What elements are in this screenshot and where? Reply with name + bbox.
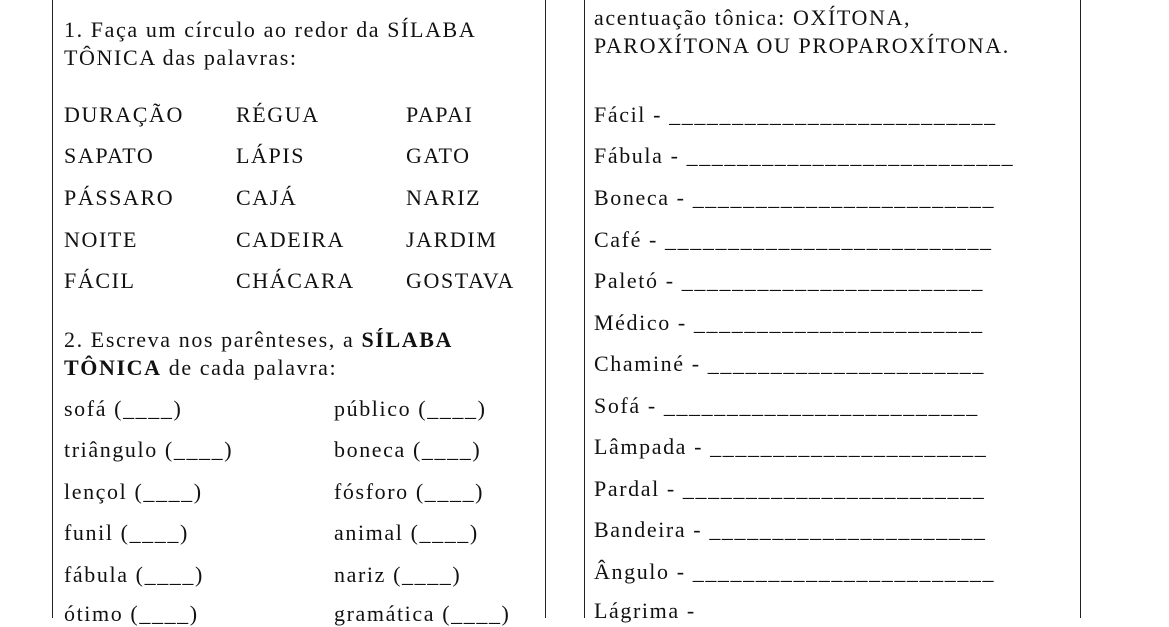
word[interactable]: LÁPIS [236,143,306,168]
classify-item[interactable]: Médico - _______________________ [594,310,984,335]
word-blank[interactable]: fábula (____) [64,562,204,587]
question-2-prefix: 2. Escreva nos parênteses, a [64,327,362,352]
classify-item[interactable]: Café - __________________________ [594,227,993,252]
classify-item[interactable]: Lâmpada - ______________________ [594,434,988,459]
word-blank[interactable]: animal (____) [334,520,479,545]
word[interactable]: PÁSSARO [64,185,175,210]
word-blank[interactable]: fósforo (____) [334,479,485,504]
word[interactable]: CHÁCARA [236,268,355,293]
instruction-line-2: PAROXÍTONA OU PROPAROXÍTONA. [594,33,1010,58]
classify-item[interactable]: Boneca - ________________________ [594,185,996,210]
word-blank[interactable]: funil (____) [64,520,189,545]
word[interactable]: CAJÁ [236,185,298,210]
word[interactable]: CADEIRA [236,227,345,252]
classify-item[interactable]: Lágrima - [594,598,696,623]
classify-item[interactable]: Bandeira - ______________________ [594,517,987,542]
word-blank[interactable]: lençol (____) [64,479,203,504]
word[interactable]: JARDIM [406,227,498,252]
word-blank[interactable]: boneca (____) [334,437,482,462]
word[interactable]: NOITE [64,227,138,252]
question-2-bold-tonic: TÔNICA [64,355,162,380]
word-blank[interactable]: público (____) [334,396,487,421]
classify-item[interactable]: Sofá - _________________________ [594,393,979,418]
word[interactable]: DURAÇÃO [64,102,184,127]
word-blank[interactable]: nariz (____) [334,562,462,587]
word[interactable]: FÁCIL [64,268,136,293]
word[interactable]: GOSTAVA [406,268,515,293]
word[interactable]: NARIZ [406,185,482,210]
classify-item[interactable]: Fácil - __________________________ [594,102,997,127]
instruction-line-1: acentuação tônica: OXÍTONA, [594,5,912,30]
word-blank[interactable]: ótimo (____) [64,601,199,626]
word[interactable]: PAPAI [406,102,474,127]
classify-item[interactable]: Fábula - __________________________ [594,143,1015,168]
word-blank[interactable]: sofá (____) [64,396,183,421]
question-2-line-2 [64,354,337,382]
question-2-suffix: de cada palavra: [161,355,338,380]
classify-item[interactable]: Ângulo - ________________________ [594,559,996,584]
word[interactable]: RÉGUA [236,102,320,127]
classify-item[interactable]: Paletó - ________________________ [594,268,985,293]
word[interactable]: GATO [406,143,471,168]
question-1-line-1: 1. Faça um círculo ao redor da SÍLABA [64,17,477,42]
question-2-bold-syllable: SÍLABA [361,327,453,352]
word-blank[interactable]: triângulo (____) [64,437,234,462]
word[interactable]: SAPATO [64,143,155,168]
classify-item[interactable]: Pardal - ________________________ [594,476,986,501]
question-1-line-2: TÔNICA das palavras: [64,45,298,70]
question-2-line-1 [64,326,453,354]
word-blank[interactable]: gramática (____) [334,601,511,626]
classify-item[interactable]: Chaminé - ______________________ [594,351,985,376]
